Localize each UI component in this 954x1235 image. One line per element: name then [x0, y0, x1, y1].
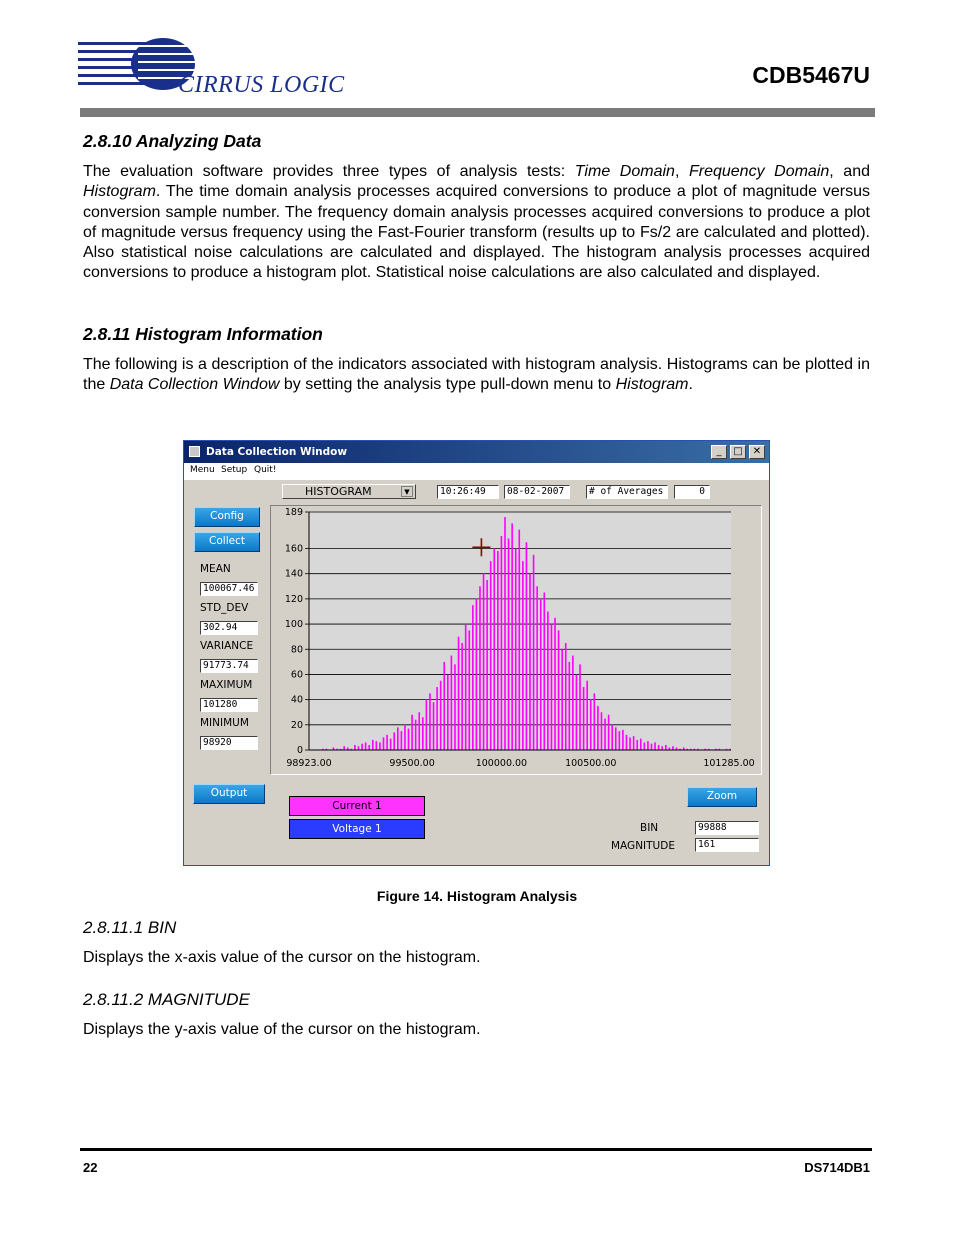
- histogram-bar: [483, 574, 485, 750]
- histogram-bar: [447, 674, 449, 750]
- histogram-bar: [615, 727, 617, 750]
- histogram-info-paragraph: [83, 355, 870, 396]
- histogram-bar: [572, 656, 574, 750]
- x-tick-label: 100500.00: [565, 758, 617, 769]
- data-collection-window: [183, 440, 770, 866]
- figure-caption: Figure 14. Histogram Analysis: [376, 888, 578, 904]
- window-titlebar: [184, 441, 769, 463]
- histogram-bar: [451, 656, 453, 750]
- y-tick-label: 60: [290, 669, 303, 681]
- stat-value-variance: 91773.74: [200, 659, 258, 673]
- histogram-bar: [497, 551, 499, 750]
- histogram-bar: [561, 649, 563, 750]
- histogram-bar: [515, 549, 517, 750]
- averages-label-field: # of Averages: [586, 485, 668, 499]
- x-tick-label: 100000.00: [475, 758, 528, 769]
- histogram-bar: [422, 717, 424, 750]
- histogram-bar: [508, 538, 510, 750]
- y-tick-label: 40: [290, 694, 303, 706]
- histogram-bar: [486, 580, 488, 750]
- legend-voltage-1[interactable]: Voltage 1: [289, 819, 425, 839]
- histogram-bar: [554, 618, 556, 750]
- histogram-bar: [547, 611, 549, 750]
- text-span: by setting the analysis type pull-down menu to: [279, 376, 616, 394]
- text-span: , and: [829, 163, 871, 180]
- y-tick-label: 0: [296, 745, 303, 756]
- histogram-bar: [629, 737, 631, 750]
- subsection-heading-bin: 2.8.11.1 BIN: [83, 918, 177, 937]
- histogram-bar: [597, 706, 599, 750]
- histogram-bar: [647, 741, 649, 750]
- menu-item-setup[interactable]: Setup: [221, 465, 248, 475]
- section-heading-analyzing-data: 2.8.10 Analyzing Data: [83, 131, 262, 151]
- histogram-bar: [633, 736, 635, 750]
- histogram-bar: [601, 712, 603, 750]
- histogram-bar: [415, 720, 417, 750]
- date-field: 08-02-2007: [504, 485, 570, 499]
- logo-text: CIRRUS LOGIC: [178, 72, 345, 98]
- x-tick-label: 99500.00: [389, 758, 435, 769]
- close-button[interactable]: ✕: [749, 445, 765, 459]
- histogram-bar: [543, 593, 545, 750]
- histogram-bar: [594, 693, 596, 750]
- x-tick-label: 98923.00: [286, 758, 332, 769]
- histogram-bar: [433, 702, 435, 750]
- histogram-bar: [604, 719, 606, 750]
- text-span: . The time domain analysis processes acquired conversions to produce a plot of magnitude versus conversion sample number. The frequency domain analysis processes acquired conversions to produce a plot of magnitude versus frequency using the Fast-Fourier transform (results up to Fs/2 are calculated and plotted). Also statistical noise calculations are calculated and displayed. The histogram analysis processes acquired conversions to produce a histogram plot. Statistical noise calculations are also calculated and displayed.: [83, 183, 870, 282]
- histogram-bar: [443, 662, 445, 750]
- analyzing-data-paragraph: [83, 162, 870, 284]
- y-tick-label: 20: [290, 719, 303, 731]
- histogram-bar: [583, 687, 585, 750]
- histogram-bar: [626, 735, 628, 750]
- histogram-bar: [511, 523, 513, 750]
- stat-value-maximum: 101280: [200, 698, 258, 712]
- histogram-bar: [490, 561, 492, 750]
- text-span: The following is a description of the indicators associated with histogram analysis. Histograms can be plotted in the: [83, 356, 870, 394]
- magnitude-description: Displays the y-axis value of the cursor on the histogram.: [83, 1021, 481, 1038]
- time-field: 10:26:49: [437, 485, 499, 499]
- stat-label-mean: MEAN: [200, 563, 231, 575]
- histogram-bar: [365, 742, 367, 750]
- histogram-bar: [536, 586, 538, 750]
- bin-description: Displays the x-axis value of the cursor on the histogram.: [83, 949, 481, 966]
- stat-label-maximum: MAXIMUM: [200, 679, 253, 691]
- histogram-bar: [611, 725, 613, 750]
- histogram-bar: [468, 630, 470, 750]
- histogram-bar: [526, 542, 528, 750]
- magnitude-value-field: 161: [695, 838, 759, 852]
- histogram-bar: [372, 740, 374, 750]
- maximize-button[interactable]: □: [730, 445, 746, 459]
- histogram-bar: [558, 630, 560, 750]
- histogram-bar: [479, 586, 481, 750]
- footer-divider: [80, 1148, 872, 1151]
- histogram-bar: [390, 739, 392, 750]
- averages-value-field[interactable]: 0: [674, 485, 710, 499]
- y-tick-label: 100: [284, 619, 303, 631]
- italic-term: Time Domain: [574, 163, 675, 180]
- bin-label: BIN: [640, 822, 659, 834]
- page-number: 22: [83, 1160, 98, 1175]
- histogram-bar: [343, 746, 345, 750]
- histogram-bar: [361, 744, 363, 750]
- histogram-bar: [658, 745, 660, 750]
- y-tick-label: 140: [284, 568, 303, 580]
- histogram-bar: [608, 715, 610, 750]
- legend-current-1[interactable]: Current 1: [289, 796, 425, 816]
- subsection-heading-magnitude: 2.8.11.2 MAGNITUDE: [83, 990, 250, 1009]
- histogram-bar: [418, 712, 420, 750]
- stat-value-minimum: 98920: [200, 736, 258, 750]
- chevron-down-icon[interactable]: ▼: [401, 486, 413, 497]
- histogram-bar: [461, 643, 463, 750]
- y-tick-label: 80: [290, 644, 303, 656]
- histogram-bar: [518, 530, 520, 750]
- histogram-bar: [408, 729, 410, 750]
- histogram-bar: [411, 715, 413, 750]
- histogram-bar: [426, 700, 428, 750]
- menu-item-menu[interactable]: Menu: [190, 465, 215, 475]
- stat-label-variance: VARIANCE: [200, 640, 254, 652]
- histogram-bar: [454, 664, 456, 750]
- window-app-icon: [189, 446, 200, 457]
- analysis-type-value: HISTOGRAM: [305, 485, 372, 498]
- histogram-bar: [529, 574, 531, 750]
- histogram-bar: [654, 742, 656, 750]
- histogram-chart[interactable]: [271, 506, 761, 774]
- document-title: CDB5467U: [752, 62, 870, 88]
- y-tick-label: 160: [284, 543, 303, 555]
- histogram-bar: [644, 742, 646, 750]
- italic-term: Data Collection Window: [109, 376, 280, 394]
- menu-item-quit[interactable]: Quit!: [254, 465, 277, 475]
- histogram-bar: [429, 693, 431, 750]
- text-span: The evaluation software provides three types of analysis tests:: [83, 163, 575, 180]
- histogram-bar: [636, 740, 638, 750]
- zoom-button[interactable]: Zoom: [687, 787, 757, 807]
- histogram-bar: [401, 731, 403, 750]
- stat-value-std-dev: 302.94: [200, 621, 258, 635]
- histogram-bar: [622, 730, 624, 750]
- histogram-bar: [651, 744, 653, 750]
- histogram-bar: [383, 737, 385, 750]
- histogram-bar: [590, 700, 592, 750]
- x-tick-label: 101285.00: [703, 758, 755, 769]
- histogram-bar: [501, 536, 503, 750]
- histogram-bar: [619, 731, 621, 750]
- header-divider: [80, 108, 875, 117]
- stat-label-minimum: MINIMUM: [200, 717, 249, 729]
- config-button[interactable]: Config: [194, 507, 260, 527]
- y-tick-label: 189: [284, 507, 303, 518]
- collect-button[interactable]: Collect: [194, 532, 260, 552]
- histogram-bar: [540, 599, 542, 750]
- text-span: .: [688, 376, 693, 394]
- histogram-plot-frame: [270, 505, 762, 775]
- histogram-bar: [576, 674, 578, 750]
- histogram-bar: [522, 561, 524, 750]
- histogram-bar: [393, 732, 395, 750]
- text-span: ,: [674, 163, 689, 180]
- document-id: DS714DB1: [804, 1160, 870, 1175]
- histogram-bar: [368, 745, 370, 750]
- analysis-type-dropdown[interactable]: [282, 484, 416, 499]
- histogram-bar: [476, 599, 478, 750]
- menu-bar: [184, 463, 769, 480]
- histogram-bar: [551, 624, 553, 750]
- histogram-bar: [569, 662, 571, 750]
- histogram-bar: [661, 746, 663, 750]
- bin-value-field: 99888: [695, 821, 759, 835]
- stat-value-mean: 100067.46: [200, 582, 258, 596]
- histogram-bar: [665, 745, 667, 750]
- italic-term: Histogram: [615, 376, 689, 394]
- stat-label-std-dev: STD_DEV: [200, 602, 249, 614]
- italic-term: Frequency Domain: [688, 163, 830, 180]
- histogram-bar: [397, 727, 399, 750]
- histogram-bar: [358, 746, 360, 750]
- histogram-bar: [440, 681, 442, 750]
- section-heading-histogram-info: 2.8.11 Histogram Information: [83, 324, 323, 344]
- histogram-bar: [472, 605, 474, 750]
- histogram-bar: [640, 739, 642, 750]
- histogram-bar: [404, 725, 406, 750]
- histogram-bar: [493, 549, 495, 750]
- minimize-button[interactable]: _: [711, 445, 727, 459]
- histogram-bar: [354, 745, 356, 750]
- histogram-bar: [672, 746, 674, 750]
- y-tick-label: 120: [284, 593, 303, 605]
- histogram-bar: [504, 517, 506, 750]
- histogram-bar: [379, 742, 381, 750]
- histogram-bar: [376, 741, 378, 750]
- histogram-bar: [465, 624, 467, 750]
- window-title: Data Collection Window: [206, 446, 348, 458]
- histogram-bar: [565, 643, 567, 750]
- output-button[interactable]: Output: [193, 784, 265, 804]
- histogram-bar: [386, 735, 388, 750]
- italic-term: Histogram: [83, 183, 156, 201]
- histogram-bar: [458, 637, 460, 750]
- histogram-bar: [533, 555, 535, 750]
- magnitude-label: MAGNITUDE: [611, 840, 675, 852]
- histogram-bar: [579, 664, 581, 750]
- histogram-bar: [586, 681, 588, 750]
- histogram-bar: [436, 687, 438, 750]
